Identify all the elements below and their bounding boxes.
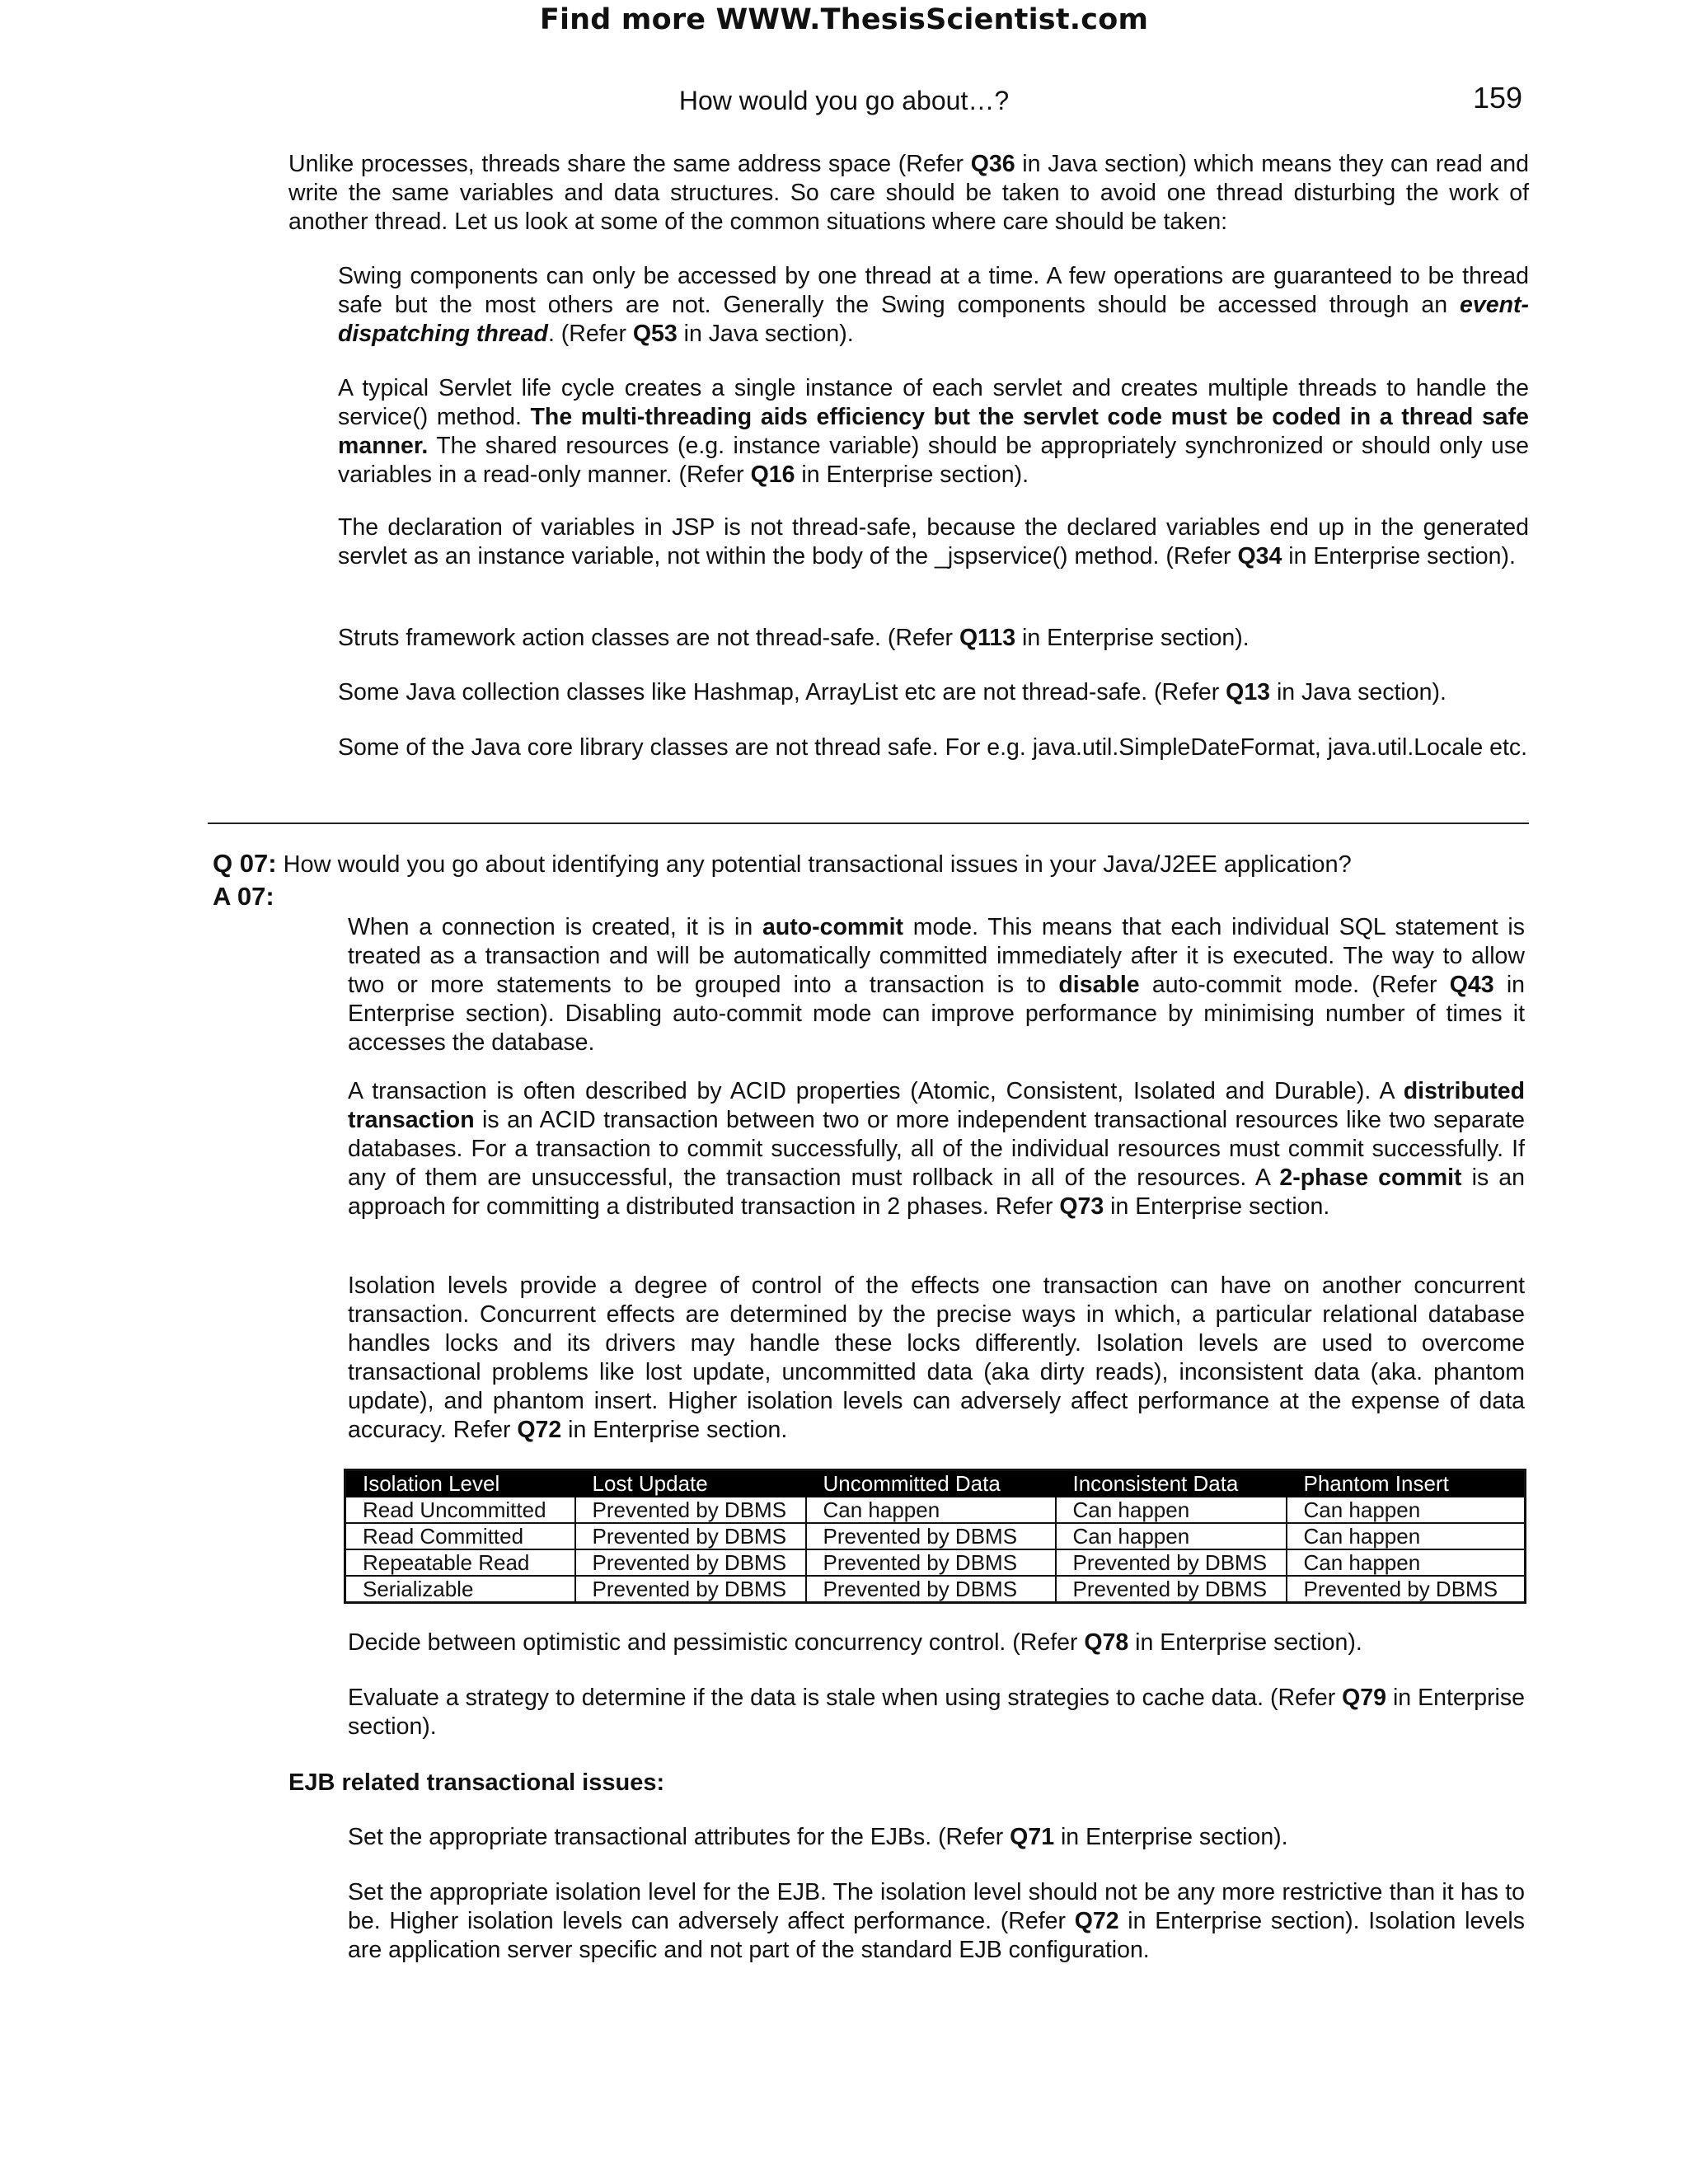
table-cell: Can happen bbox=[1056, 1523, 1287, 1549]
ejb-subheading: EJB related transactional issues: bbox=[288, 1769, 665, 1796]
swing-paragraph: Swing components can only be accessed by one thread at a time. A few operations are guaranteed to be thread safe but the most others are not. Generally the Swing components should be accessed through an event-dispatching thread. (Refer Q53 in Java section). bbox=[338, 263, 1529, 347]
table-cell: Read Uncommitted bbox=[345, 1497, 575, 1523]
table-header-cell: Inconsistent Data bbox=[1056, 1470, 1287, 1497]
question-label: Q 07: bbox=[213, 849, 277, 878]
table-cell: Prevented by DBMS bbox=[806, 1523, 1056, 1549]
stale-data-paragraph: Evaluate a strategy to determine if the data is stale when using strategies to cache data. (Refer Q79 in Enterprise section). bbox=[348, 1685, 1525, 1740]
table-cell: Prevented by DBMS bbox=[575, 1523, 806, 1549]
table-header-row bbox=[345, 1470, 1526, 1497]
isolation-paragraph: Isolation levels provide a degree of control of the effects one transaction can have on another concurrent transaction. Concurrent effects are determined by the precise ways in which, a particular relational database handles locks and its drivers may handle these locks differently. Isolation levels are used to overcome transactional problems like lost update, uncommitted data (aka dirty reads), inconsistent data (aka. phantom update), and phantom insert. Higher isolation levels can adversely affect performance at the expense of data accuracy. Refer Q72 in Enterprise section. bbox=[348, 1272, 1525, 1443]
table-row bbox=[345, 1576, 1526, 1603]
section-divider bbox=[208, 823, 1529, 824]
table-cell: Can happen bbox=[1287, 1523, 1526, 1549]
isolation-levels-table bbox=[344, 1469, 1526, 1604]
table-header-cell: Isolation Level bbox=[345, 1470, 575, 1497]
page-number: 159 bbox=[1473, 81, 1523, 115]
ejb-isolation-paragraph: Set the appropriate isolation level for the EJB. The isolation level should not be any more restrictive than it has to be. Higher isolation levels can adversely affect performance. (Refer Q72 in Enterprise section). Isolation levels are application server specific and not part of the standard EJB configuration. bbox=[348, 1879, 1525, 1963]
table-row bbox=[345, 1549, 1526, 1576]
intro-paragraph: Unlike processes, threads share the same address space (Refer Q36 in Java section) which means they can read and write the same variables and data structures. So care should be taken to avoid one thread disturbing the work of another thread. Let us look at some of the common situations where care should be taken: bbox=[288, 151, 1529, 235]
table-cell: Prevented by DBMS bbox=[575, 1576, 806, 1603]
running-head: How would you go about…? bbox=[678, 86, 1010, 115]
table-cell: Repeatable Read bbox=[345, 1549, 575, 1576]
answer-label: A 07: bbox=[213, 882, 274, 911]
jsp-paragraph: The declaration of variables in JSP is not thread-safe, because the declared variables end up in the generated servlet as an instance variable, not within the body of the _jspservice() method. (Refer Q34 in Enterprise section). bbox=[338, 514, 1529, 569]
concurrency-paragraph: Decide between optimistic and pessimistic concurrency control. (Refer Q78 in Enterprise section). bbox=[348, 1629, 1362, 1656]
collections-paragraph: Some Java collection classes like Hashmap, ArrayList etc are not thread-safe. (Refer Q13 in Java section). bbox=[338, 679, 1447, 705]
table-cell: Read Committed bbox=[345, 1523, 575, 1549]
table-cell: Can happen bbox=[1287, 1549, 1526, 1576]
table-cell: Prevented by DBMS bbox=[1056, 1576, 1287, 1603]
servlet-paragraph: A typical Servlet life cycle creates a single instance of each servlet and creates multiple threads to handle the service() method. The multi-threading aids efficiency but the servlet code must be coded in a thread safe manner. The shared resources (e.g. instance variable) should be appropriately synchronized or should only use variables in a read-only manner. (Refer Q16 in Enterprise section). bbox=[338, 375, 1529, 488]
table-cell: Prevented by DBMS bbox=[806, 1549, 1056, 1576]
table-cell: Prevented by DBMS bbox=[1287, 1576, 1526, 1603]
question-text: How would you go about identifying any potential transactional issues in your Java/J2EE application? bbox=[276, 851, 1352, 878]
table-cell: Prevented by DBMS bbox=[575, 1549, 806, 1576]
struts-paragraph: Struts framework action classes are not thread-safe. (Refer Q113 in Enterprise section). bbox=[338, 625, 1250, 651]
table-header-cell: Lost Update bbox=[575, 1470, 806, 1497]
autocommit-paragraph: When a connection is created, it is in auto-commit mode. This means that each individual SQL statement is treated as a transaction and will be automatically committed immediately after it is executed. The way to allow two or more statements to be grouped into a transaction is to disable auto-commit mode. (Refer Q43 in Enterprise section). Disabling auto-commit mode can improve performance by minimising number of times it accesses the database. bbox=[348, 914, 1526, 1056]
ejb-attributes-paragraph: Set the appropriate transactional attributes for the EJBs. (Refer Q71 in Enterprise section). bbox=[348, 1824, 1288, 1850]
table-row bbox=[345, 1523, 1526, 1549]
table-cell: Prevented by DBMS bbox=[1056, 1549, 1287, 1576]
table-cell: Serializable bbox=[345, 1576, 575, 1603]
table-cell: Prevented by DBMS bbox=[806, 1576, 1056, 1603]
site-banner: Find more WWW.ThesisScientist.com bbox=[539, 3, 1149, 36]
table-row bbox=[345, 1497, 1526, 1523]
table-cell: Can happen bbox=[806, 1497, 1056, 1523]
core-library-paragraph: Some of the Java core library classes are not thread safe. For e.g. java.util.SimpleDateFormat, java.util.Locale etc. bbox=[338, 734, 1528, 761]
table-cell: Can happen bbox=[1287, 1497, 1526, 1523]
question-heading bbox=[213, 848, 1352, 880]
table-cell: Prevented by DBMS bbox=[575, 1497, 806, 1523]
table-header-cell: Phantom Insert bbox=[1287, 1470, 1526, 1497]
table-cell: Can happen bbox=[1056, 1497, 1287, 1523]
table-header-cell: Uncommitted Data bbox=[806, 1470, 1056, 1497]
acid-paragraph: A transaction is often described by ACID properties (Atomic, Consistent, Isolated and Durable). A distributed transaction is an ACID transaction between two or more independent transactional resources like two separate databases. For a transaction to commit successfully, all of the individual resources must commit successfully. If any of them are unsuccessful, the transaction must rollback in all of the resources. A 2-phase commit is an approach for committing a distributed transaction in 2 phases. Refer Q73 in Enterprise section. bbox=[348, 1078, 1525, 1220]
